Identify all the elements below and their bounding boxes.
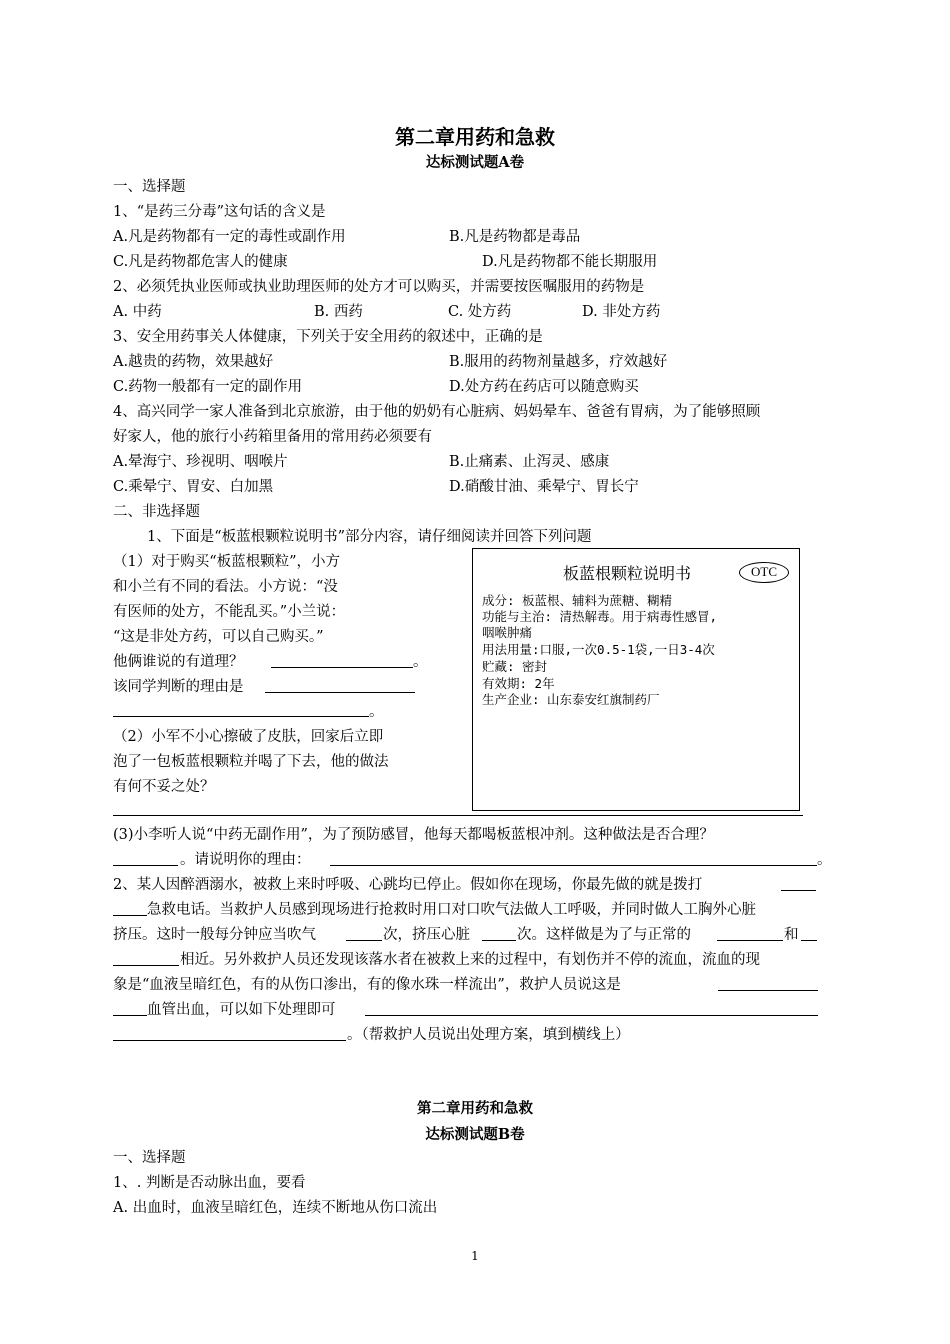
leaflet-line: 有效期: 2年 (482, 676, 555, 691)
question-3-option-d: D.处方药在药店可以随意购买 (449, 379, 639, 395)
otc-badge: OTC (739, 562, 789, 583)
question-4-stem-line1: 4、高兴同学一家人准备到北京旅游，由于他的奶奶有心脏病、妈妈晕车、爸爸有胃病，为了能够照顾 (113, 404, 761, 420)
nq2-line3-c: 次。这样做是为了与正常的 (517, 927, 691, 943)
sub3-reason-label: 。请说明你的理由： (180, 852, 311, 868)
question-3-option-b: B.服用的药物剂量越多，疗效越好 (449, 354, 668, 370)
nq2-line4: 相近。另外救护人员还发现该落水者在被救上来的过程中，有划伤并不停的流血，流血的现 (180, 952, 760, 968)
question-1-option-b: B.凡是药物都是毒品 (449, 229, 581, 245)
leaflet-line: 贮藏: 密封 (482, 659, 548, 674)
leaflet-title: 板蓝根颗粒说明书 (563, 564, 692, 583)
answer-blank (113, 1015, 147, 1016)
period: 。 (369, 704, 384, 720)
period: 。 (413, 654, 428, 670)
nq2-line6: 血管出血，可以如下处理即可 (147, 1002, 336, 1018)
sub1-line: 有医师的处方，不能乱买。”小兰说： (113, 604, 346, 620)
question-3-option-c: C.药物一般都有一定的副作用 (113, 379, 303, 395)
question-3-option-a: A.越贵的药物，效果越好 (113, 354, 274, 370)
leaflet-line: 咽喉肿痛 (482, 625, 533, 640)
nq2-line3-b: 次，挤压心脏 (383, 927, 470, 943)
question-2-option-d: D. 非处方药 (582, 304, 661, 320)
sub3-line1: (3)小李听人说“中药无副作用”，为了预防感冒，他每天都喝板蓝根冲剂。这种做法是否合理？ (113, 827, 714, 843)
sub1-line: （1）对于购买“板蓝根颗粒”，小方 (113, 554, 341, 570)
section-b-question-1-stem: 1、. 判断是否动脉出血，要看 (113, 1175, 306, 1191)
answer-blank (113, 815, 803, 816)
nq2-line3-d: 和 (784, 927, 799, 943)
nq2-line7: 。（帮救护人员说出处理方案，填到横线上） (347, 1027, 630, 1043)
answer-blank (113, 915, 147, 916)
answer-blank (113, 965, 179, 966)
sub1-line: 和小兰有不同的看法。小方说：“没 (113, 579, 338, 595)
part2-heading: 二、非选择题 (113, 504, 200, 520)
answer-blank (330, 865, 817, 866)
answer-blank (482, 940, 516, 941)
question-2-option-a: A. 中药 (113, 304, 162, 320)
answer-blank (346, 940, 382, 941)
leaflet-line: 成分: 板蓝根、辅料为蔗糖、糊精 (482, 593, 673, 608)
nq2-line2: 急救电话。当救护人员感到现场进行抢救时用口对口吹气法做人工呼吸，并同时做人工胸外心脏 (147, 902, 756, 918)
question-2-option-b: B. 西药 (314, 304, 363, 320)
answer-blank (717, 940, 783, 941)
question-1-option-d: D.凡是药物都不能长期服用 (482, 254, 658, 270)
page-subtitle: 达标测试题A卷 (425, 154, 525, 171)
question-1-option-c: C.凡是药物都危害人的健康 (113, 254, 288, 270)
answer-blank (718, 990, 818, 991)
page-title: 第二章用药和急救 (395, 125, 555, 149)
part1-heading: 一、选择题 (113, 179, 186, 195)
question-4-stem-line2: 好家人，他的旅行小药箱里备用的常用药必须要有 (113, 429, 432, 445)
question-4-option-d: D.硝酸甘油、乘晕宁、胃长宁 (449, 479, 639, 495)
section-b-question-1-option-a: A. 出血时，血液呈暗红色，连续不断地从伤口流出 (113, 1200, 438, 1216)
answer-blank (113, 1040, 346, 1041)
answer-blank (801, 940, 817, 941)
period: 。 (817, 852, 832, 868)
question-1-stem: 1、“是药三分毒”这句话的含义是 (113, 204, 326, 220)
question-1-option-a: A.凡是药物都有一定的毒性或副作用 (113, 229, 346, 245)
leaflet-line: 用法用量:口服,一次0.5-1袋,一日3-4次 (482, 642, 715, 657)
answer-blank (271, 667, 413, 668)
nq2-line3: 挤压。这时一般每分钟应当吹气 (113, 927, 316, 943)
sub2-line: 泡了一包板蓝根颗粒并喝了下去，他的做法 (113, 754, 389, 770)
answer-blank (113, 865, 178, 866)
sub1-reason: 该同学判断的理由是 (113, 679, 244, 695)
question-3-stem: 3、安全用药事关人体健康，下列关于安全用药的叙述中，正确的是 (113, 329, 543, 345)
question-4-option-b: B.止痛素、止泻灵、感康 (449, 454, 610, 470)
section-b-title: 第二章用药和急救 (417, 1100, 533, 1117)
nq2-line5: 象是“血液呈暗红色，有的从伤口渗出，有的像水珠一样流出”，救护人员说这是 (113, 977, 621, 993)
sub1-who-is-right: 他俩谁说的有道理？ (113, 654, 244, 670)
section-b-subtitle: 达标测试题B卷 (425, 1126, 525, 1143)
answer-blank (113, 716, 369, 717)
question-4-option-c: C.乘晕宁、胃安、白加黑 (113, 479, 274, 495)
answer-blank (365, 1015, 818, 1016)
page-number: 1 (471, 1249, 479, 1263)
answer-blank (781, 890, 816, 891)
question-2-stem: 2、必须凭执业医师或执业助理医师的处方才可以购买，并需要按医嘱服用的药物是 (113, 279, 645, 295)
section-b-part1-heading: 一、选择题 (113, 1150, 186, 1166)
answer-blank (265, 692, 415, 693)
sub1-line: “这是非处方药，可以自己购买。” (113, 629, 324, 645)
nonchoice-question-1-intro: 1、下面是“板蓝根颗粒说明书”部分内容，请仔细阅读并回答下列问题 (147, 529, 592, 545)
question-4-option-a: A.晕海宁、珍视明、咽喉片 (113, 454, 288, 470)
sub2-line: （2）小军不小心擦破了皮肤，回家后立即 (113, 729, 384, 745)
question-2-option-c: C. 处方药 (448, 304, 512, 320)
leaflet-line: 生产企业: 山东泰安红旗制药厂 (482, 692, 660, 707)
leaflet-line: 功能与主治: 清热解毒。用于病毒性感冒, (482, 609, 718, 624)
nq2-line1: 2、某人因醉酒溺水，被救上来时呼吸、心跳均已停止。假如你在现场，你最先做的就是拨打 (113, 877, 703, 893)
medicine-leaflet-box (472, 548, 800, 811)
sub2-line: 有何不妥之处？ (113, 779, 215, 795)
